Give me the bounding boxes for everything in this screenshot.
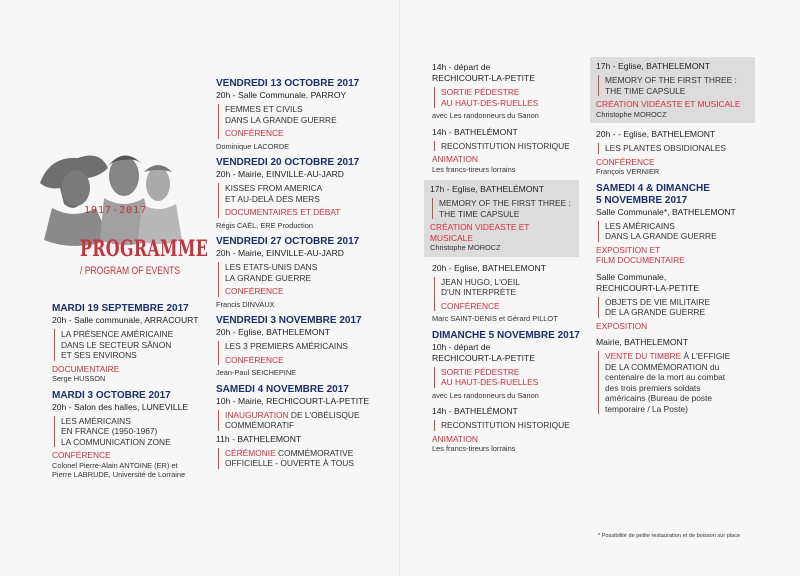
event-type: EXPOSITION ET FILM DOCUMENTAIRE xyxy=(596,244,685,265)
event-place: 20h - Eglise, BATHELEMONT xyxy=(216,327,330,337)
event-speaker: Christophe MOROCZ xyxy=(596,109,667,119)
event-details xyxy=(218,341,396,365)
event-details xyxy=(54,416,222,448)
event-speaker: Marc SAINT-DENIS et Gérard PILLOT xyxy=(432,314,558,323)
event-type: DOCUMENTAIRE xyxy=(52,363,120,374)
event-card xyxy=(590,183,755,266)
event-title: OBJETS DE VIE MILITAIRE DE LA GRANDE GUERRE xyxy=(605,296,711,317)
event-details xyxy=(598,351,755,414)
column-1 xyxy=(52,303,222,486)
event-place: 10h - Mairie, RECHICOURT-LA-PETITE xyxy=(216,395,370,406)
event-card xyxy=(216,78,396,151)
event-title: LA PRÉSENCE AMÉRICAINE DANS LE SECTEUR SÂNON ET SES ENVIRONS xyxy=(61,329,174,360)
event-speaker: Régis CAËL, ERE Production xyxy=(216,220,313,230)
event-speaker: Colonel Pierre-Alain ANTOINE (ER) et Pierre LABRUDE, Université de Lorraine xyxy=(52,460,186,479)
event-type: SORTIE PÉDESTRE AU HAUT-DES-RUELLES xyxy=(441,366,539,387)
event-place: Salle Communale, RECHICOURT-LA-PETITE xyxy=(596,271,699,293)
event-red-label-2: CÉRÉMONIE xyxy=(225,447,276,458)
event-type: ANIMATION xyxy=(432,433,478,444)
event-type: CRÉATION VIDÉASTE ET MUSICALE xyxy=(596,99,741,109)
event-details xyxy=(598,221,755,242)
event-place: Mairie, BATHELEMONT xyxy=(596,337,688,347)
event-card xyxy=(432,330,582,401)
event-card xyxy=(52,303,222,384)
event-card xyxy=(432,62,582,121)
event-speaker: Dominique LACORDE xyxy=(216,141,290,151)
event-date: VENDREDI 3 NOVEMBRE 2017 xyxy=(216,315,362,326)
event-card xyxy=(216,236,396,309)
event-place: 17h - Eglise, BATHELEMONT xyxy=(596,61,710,71)
event-type: CONFÉRENCE xyxy=(52,450,111,460)
event-card-highlighted xyxy=(424,180,579,257)
event-place: 20h - - Eglise, BATHELEMONT xyxy=(596,129,716,139)
column-4 xyxy=(590,57,755,420)
event-card xyxy=(590,129,755,177)
event-details xyxy=(434,420,582,431)
event-title: LES AMÉRICAINS EN FRANCE (1950-1967) LA COMMUNICATION ZONE xyxy=(61,415,171,447)
programme-subtitle: / PROGRAM OF EVENTS xyxy=(80,265,181,277)
event-date: MARDI 19 SEPTEMBRE 2017 xyxy=(52,303,189,314)
event-title xyxy=(605,351,755,414)
event-details xyxy=(218,104,396,139)
event-title: LES 3 PREMIERS AMÉRICAINS xyxy=(225,341,348,351)
event-title-2 xyxy=(225,448,396,469)
event-type: CONFÉRENCE xyxy=(596,156,655,167)
event-speaker: Jean-Paul SEICHEPINE xyxy=(216,368,297,377)
event-speaker: avec Les randonneurs du Sanon xyxy=(432,390,539,400)
event-card xyxy=(590,337,755,414)
event-place: 20h - Eglise, BATHELEMONT xyxy=(432,262,546,273)
event-speaker: Serge HUSSON xyxy=(52,374,106,383)
event-title-rest: À L'EFFIGIE DE LA COMMÉMORATION du centenaire de la mort au combat des trois premiers soldats américains (Bureau de poste temporaire / La Poste) xyxy=(605,351,731,414)
event-type: ANIMATION xyxy=(432,154,478,164)
event-type: CONFÉRENCE xyxy=(225,354,284,365)
event-date: VENDREDI 27 OCTOBRE 2017 xyxy=(216,236,360,247)
event-title: RECONSTITUTION HISTORIQUE xyxy=(441,420,570,430)
event-title: MEMORY OF THE FIRST THREE : THE TIME CAPSULE xyxy=(439,198,571,219)
years-label: 1917-2017 xyxy=(84,205,148,216)
event-speaker: François VERNIER xyxy=(596,167,660,176)
event-place: 20h - Mairie, EINVILLE-AU-JARD xyxy=(216,248,344,258)
event-card xyxy=(432,263,582,324)
event-details xyxy=(598,297,755,318)
event-title: MEMORY OF THE FIRST THREE : THE TIME CAPSULE xyxy=(605,75,737,96)
event-date: DIMANCHE 5 NOVEMBRE 2017 xyxy=(432,329,580,341)
event-card xyxy=(216,157,396,230)
event-type: CONFÉRENCE xyxy=(225,128,284,138)
event-details xyxy=(598,75,749,96)
column-2 xyxy=(216,78,396,475)
event-type: CONFÉRENCE xyxy=(441,300,500,311)
event-details xyxy=(434,367,582,388)
event-place-2: 11h - BATHELEMONT xyxy=(216,433,302,444)
event-place: 14h - BATHELÉMONT xyxy=(432,126,518,137)
event-title: LES PLANTES OBSIDIONALES xyxy=(605,143,727,153)
event-date: SAMEDI 4 NOVEMBRE 2017 xyxy=(216,383,349,395)
event-details xyxy=(218,183,396,218)
footnote: * Possibilité de petite restauration et de boisson sur place xyxy=(598,533,741,539)
event-place: 20h - Salon des halles, LUNEVILLE xyxy=(52,401,189,412)
event-date: SAMEDI 4 & DIMANCHE 5 NOVEMBRE 2017 xyxy=(596,182,710,206)
event-details xyxy=(218,262,396,297)
event-title-rest: DE L'OBÉLISQUE COMMÉMORATIF xyxy=(225,409,360,430)
event-place: 20h - Mairie, EINVILLE-AU-JARD xyxy=(216,169,344,179)
event-type: DOCUMENTAIRES ET DÉBAT xyxy=(225,207,341,217)
event-title-rest-2: COMMÉMORATIVE OFFICIELLE - OUVERTE À TOUS xyxy=(225,447,354,468)
event-type: CONFÉRENCE xyxy=(225,286,284,296)
event-card-highlighted xyxy=(590,57,755,123)
event-title: LES ETATS-UNIS DANS LA GRANDE GUERRE xyxy=(225,262,318,283)
event-details xyxy=(434,277,582,312)
event-title: FEMMES ET CIVILS DANS LA GRANDE GUERRE xyxy=(225,104,337,125)
event-type: SORTIE PÉDESTRE AU HAUT-DES-RUELLES xyxy=(441,87,539,108)
event-details-2 xyxy=(218,448,396,469)
event-date: VENDREDI 13 OCTOBRE 2017 xyxy=(216,78,360,89)
event-date: VENDREDI 20 OCTOBRE 2017 xyxy=(216,157,360,168)
column-3 xyxy=(432,62,582,460)
event-speaker: Francis DINVAUX xyxy=(216,299,275,309)
event-place: 17h - Eglise, BATHELÉMONT xyxy=(430,184,544,194)
event-details xyxy=(432,198,573,219)
event-speaker: Christophe MOROCZ xyxy=(430,243,501,252)
event-red-label: VENTE DU TIMBRE xyxy=(605,351,682,361)
event-place: 14h - BATHELÉMONT xyxy=(432,406,518,416)
event-red-label: INAUGURATION xyxy=(225,409,289,420)
event-card xyxy=(216,315,396,378)
event-title: LES AMÉRICAINS DANS LA GRANDE GUERRE xyxy=(605,220,717,241)
event-place: 20h - Salle communale, ARRACOURT xyxy=(52,315,199,325)
event-place: Salle Communale*, BATHELEMONT xyxy=(596,206,736,217)
event-speaker: Les francs-tireurs lorrains xyxy=(432,164,516,174)
event-details xyxy=(434,87,582,108)
event-title: JEAN HUGO, L'OEIL D'UN INTERPRÈTE xyxy=(441,276,520,297)
event-card xyxy=(432,406,582,454)
event-title: KISSES FROM AMERICA ET AU-DELÀ DES MERS xyxy=(225,183,323,204)
event-card xyxy=(216,384,396,469)
event-place: 20h - Salle Communale, PARROY xyxy=(216,90,347,100)
event-type: EXPOSITION xyxy=(596,320,648,331)
event-date: MARDI 3 OCTOBRE 2017 xyxy=(52,389,171,401)
event-speaker: avec Les randonneurs du Sanon xyxy=(432,111,539,120)
event-details xyxy=(218,410,396,431)
event-card xyxy=(590,272,755,332)
event-place: 10h - départ de RECHICOURT-LA-PETITE xyxy=(432,341,535,363)
event-place: 14h - départ de RECHICOURT-LA-PETITE xyxy=(432,62,535,83)
event-card xyxy=(432,127,582,175)
programme-title: PROGRAMME xyxy=(80,236,209,262)
event-details xyxy=(434,141,582,152)
event-type: CRÉATION VIDÉASTE ET MUSICALE xyxy=(430,222,530,243)
event-card xyxy=(52,390,222,480)
event-title xyxy=(225,410,396,431)
event-details xyxy=(54,329,222,361)
event-speaker: Les francs-tireurs lorrains xyxy=(432,444,516,453)
event-title: RECONSTITUTION HISTORIQUE xyxy=(441,140,570,151)
event-details xyxy=(598,143,755,154)
fold-line xyxy=(399,0,401,576)
